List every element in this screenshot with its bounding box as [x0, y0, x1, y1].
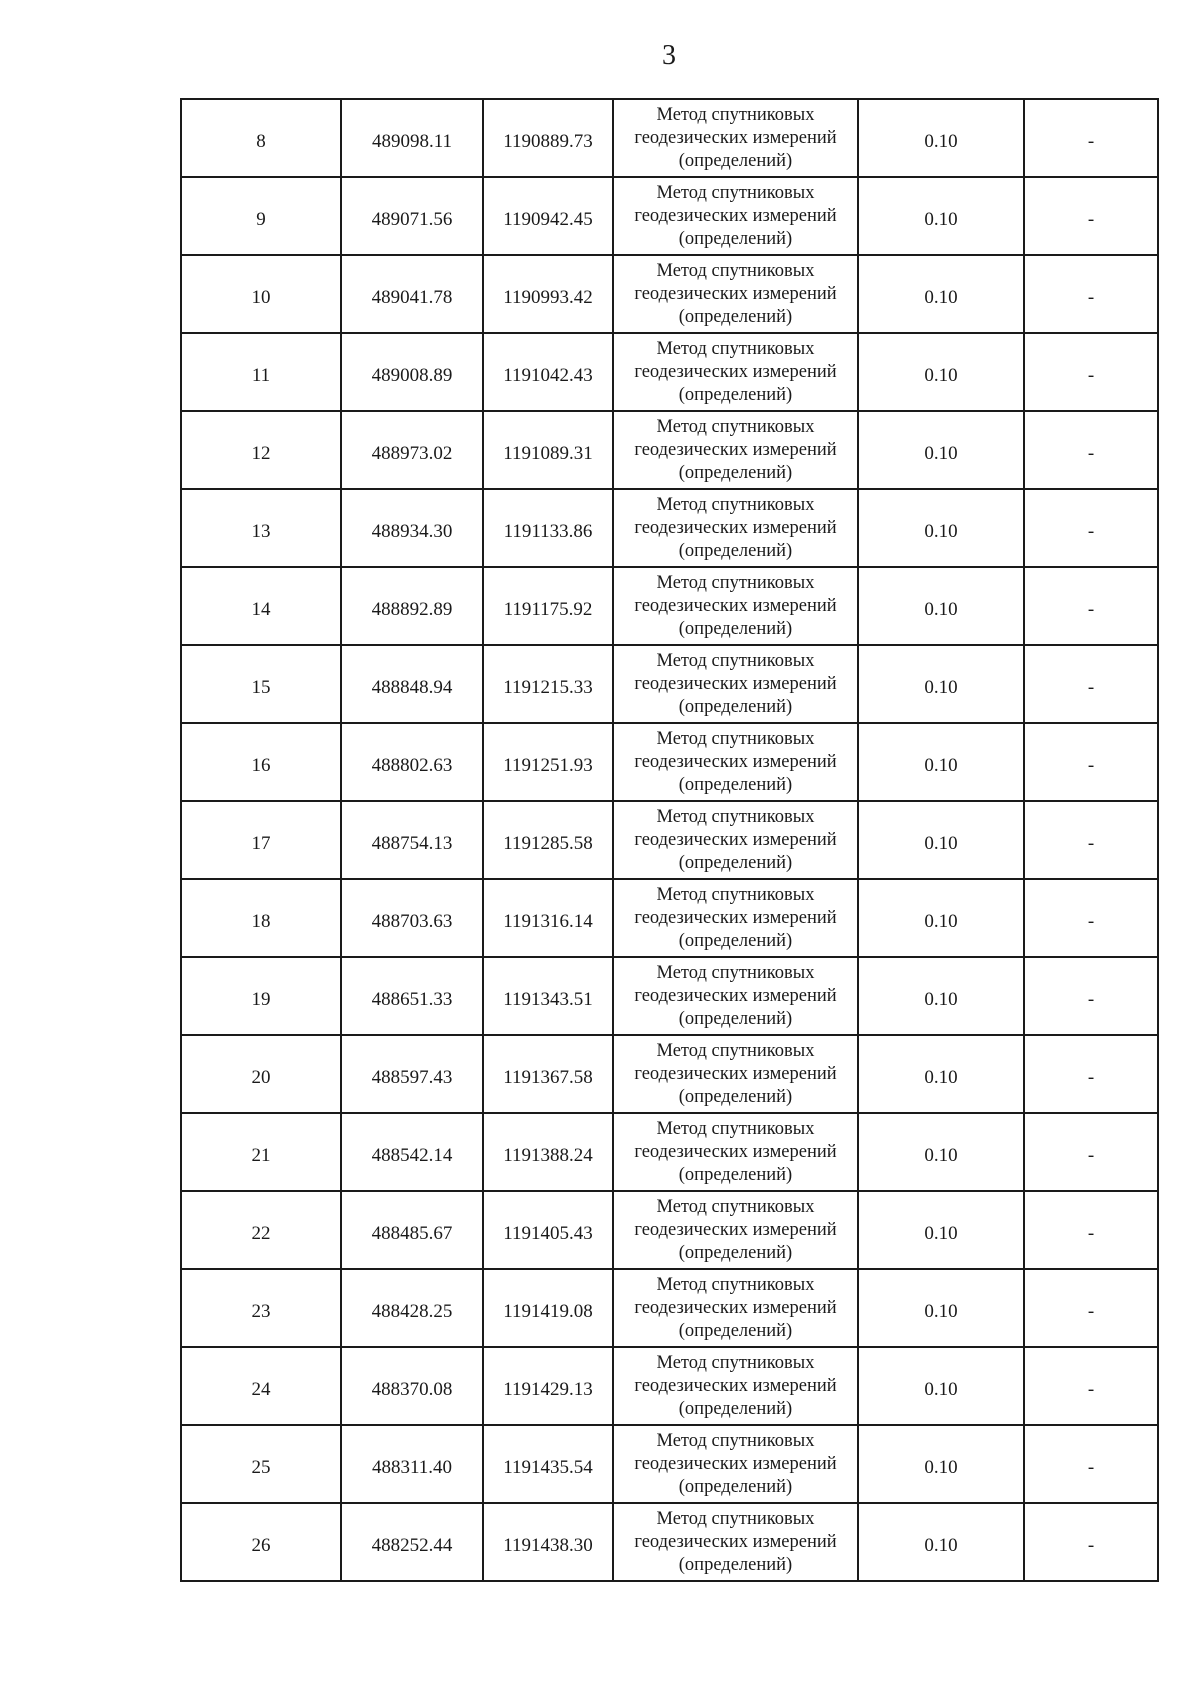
table-row [181, 1425, 1158, 1503]
x-coordinate-cell: 488370.08 [341, 1347, 483, 1425]
table-row [181, 645, 1158, 723]
table-row [181, 1035, 1158, 1113]
description-cell: - [1024, 1269, 1158, 1347]
y-coordinate-cell: 1191367.58 [483, 1035, 613, 1113]
point-number-cell: 10 [181, 255, 341, 333]
y-coordinate-cell: 1191285.58 [483, 801, 613, 879]
accuracy-cell: 0.10 [858, 879, 1024, 957]
table-row [181, 1503, 1158, 1581]
point-number-cell: 17 [181, 801, 341, 879]
point-number-cell: 15 [181, 645, 341, 723]
point-number-cell: 21 [181, 1113, 341, 1191]
x-coordinate-cell: 488848.94 [341, 645, 483, 723]
x-coordinate-cell: 488428.25 [341, 1269, 483, 1347]
x-coordinate-cell: 489041.78 [341, 255, 483, 333]
accuracy-cell: 0.10 [858, 1503, 1024, 1581]
table-row [181, 723, 1158, 801]
method-cell: Метод спутниковых геодезических измерений (определений) [613, 645, 858, 723]
table-row [181, 99, 1158, 177]
point-number-cell: 20 [181, 1035, 341, 1113]
point-number-cell: 8 [181, 99, 341, 177]
method-cell: Метод спутниковых геодезических измерений (определений) [613, 411, 858, 489]
description-cell: - [1024, 801, 1158, 879]
accuracy-cell: 0.10 [858, 567, 1024, 645]
point-number-cell: 24 [181, 1347, 341, 1425]
method-cell: Метод спутниковых геодезических измерений (определений) [613, 567, 858, 645]
description-cell: - [1024, 723, 1158, 801]
x-coordinate-cell: 488485.67 [341, 1191, 483, 1269]
method-cell: Метод спутниковых геодезических измерений (определений) [613, 801, 858, 879]
method-cell: Метод спутниковых геодезических измерений (определений) [613, 255, 858, 333]
table-row [181, 255, 1158, 333]
accuracy-cell: 0.10 [858, 255, 1024, 333]
method-cell: Метод спутниковых геодезических измерений (определений) [613, 957, 858, 1035]
x-coordinate-cell: 488703.63 [341, 879, 483, 957]
point-number-cell: 13 [181, 489, 341, 567]
x-coordinate-cell: 488892.89 [341, 567, 483, 645]
method-cell: Метод спутниковых геодезических измерений (определений) [613, 489, 858, 567]
description-cell: - [1024, 411, 1158, 489]
table-row [181, 801, 1158, 879]
method-cell: Метод спутниковых геодезических измерений (определений) [613, 177, 858, 255]
table-row [181, 1191, 1158, 1269]
method-cell: Метод спутниковых геодезических измерений (определений) [613, 99, 858, 177]
method-cell: Метод спутниковых геодезических измерений (определений) [613, 1425, 858, 1503]
y-coordinate-cell: 1190889.73 [483, 99, 613, 177]
method-cell: Метод спутниковых геодезических измерений (определений) [613, 879, 858, 957]
y-coordinate-cell: 1191133.86 [483, 489, 613, 567]
table-row [181, 1347, 1158, 1425]
y-coordinate-cell: 1191419.08 [483, 1269, 613, 1347]
point-number-cell: 22 [181, 1191, 341, 1269]
point-number-cell: 12 [181, 411, 341, 489]
description-cell: - [1024, 1113, 1158, 1191]
table-row [181, 411, 1158, 489]
description-cell: - [1024, 177, 1158, 255]
accuracy-cell: 0.10 [858, 723, 1024, 801]
x-coordinate-cell: 489071.56 [341, 177, 483, 255]
description-cell: - [1024, 1425, 1158, 1503]
point-number-cell: 14 [181, 567, 341, 645]
point-number-cell: 26 [181, 1503, 341, 1581]
x-coordinate-cell: 488754.13 [341, 801, 483, 879]
description-cell: - [1024, 879, 1158, 957]
y-coordinate-cell: 1190942.45 [483, 177, 613, 255]
accuracy-cell: 0.10 [858, 1347, 1024, 1425]
accuracy-cell: 0.10 [858, 957, 1024, 1035]
x-coordinate-cell: 489098.11 [341, 99, 483, 177]
accuracy-cell: 0.10 [858, 1113, 1024, 1191]
coordinates-table [180, 98, 1159, 1582]
y-coordinate-cell: 1191435.54 [483, 1425, 613, 1503]
y-coordinate-cell: 1191316.14 [483, 879, 613, 957]
description-cell: - [1024, 1347, 1158, 1425]
point-number-cell: 23 [181, 1269, 341, 1347]
description-cell: - [1024, 333, 1158, 411]
method-cell: Метод спутниковых геодезических измерений (определений) [613, 1191, 858, 1269]
y-coordinate-cell: 1191438.30 [483, 1503, 613, 1581]
y-coordinate-cell: 1191042.43 [483, 333, 613, 411]
y-coordinate-cell: 1191405.43 [483, 1191, 613, 1269]
table-row [181, 489, 1158, 567]
page-number-text: 3 [662, 40, 676, 71]
accuracy-cell: 0.10 [858, 99, 1024, 177]
description-cell: - [1024, 99, 1158, 177]
accuracy-cell: 0.10 [858, 645, 1024, 723]
accuracy-cell: 0.10 [858, 1425, 1024, 1503]
method-cell: Метод спутниковых геодезических измерений (определений) [613, 1113, 858, 1191]
accuracy-cell: 0.10 [858, 411, 1024, 489]
description-cell: - [1024, 489, 1158, 567]
description-cell: - [1024, 1503, 1158, 1581]
point-number-cell: 19 [181, 957, 341, 1035]
description-cell: - [1024, 1191, 1158, 1269]
description-cell: - [1024, 1035, 1158, 1113]
x-coordinate-cell: 489008.89 [341, 333, 483, 411]
point-number-cell: 25 [181, 1425, 341, 1503]
y-coordinate-cell: 1191215.33 [483, 645, 613, 723]
table-row [181, 957, 1158, 1035]
description-cell: - [1024, 255, 1158, 333]
accuracy-cell: 0.10 [858, 177, 1024, 255]
x-coordinate-cell: 488542.14 [341, 1113, 483, 1191]
x-coordinate-cell: 488934.30 [341, 489, 483, 567]
y-coordinate-cell: 1190993.42 [483, 255, 613, 333]
accuracy-cell: 0.10 [858, 1191, 1024, 1269]
x-coordinate-cell: 488311.40 [341, 1425, 483, 1503]
accuracy-cell: 0.10 [858, 489, 1024, 567]
method-cell: Метод спутниковых геодезических измерений (определений) [613, 1035, 858, 1113]
y-coordinate-cell: 1191343.51 [483, 957, 613, 1035]
x-coordinate-cell: 488973.02 [341, 411, 483, 489]
description-cell: - [1024, 567, 1158, 645]
table-row [181, 333, 1158, 411]
x-coordinate-cell: 488651.33 [341, 957, 483, 1035]
y-coordinate-cell: 1191388.24 [483, 1113, 613, 1191]
y-coordinate-cell: 1191251.93 [483, 723, 613, 801]
method-cell: Метод спутниковых геодезических измерений (определений) [613, 1347, 858, 1425]
table-row [181, 879, 1158, 957]
accuracy-cell: 0.10 [858, 333, 1024, 411]
y-coordinate-cell: 1191089.31 [483, 411, 613, 489]
method-cell: Метод спутниковых геодезических измерений (определений) [613, 333, 858, 411]
y-coordinate-cell: 1191429.13 [483, 1347, 613, 1425]
accuracy-cell: 0.10 [858, 1269, 1024, 1347]
point-number-cell: 11 [181, 333, 341, 411]
table-row [181, 1269, 1158, 1347]
y-coordinate-cell: 1191175.92 [483, 567, 613, 645]
table-row [181, 177, 1158, 255]
table-row [181, 1113, 1158, 1191]
accuracy-cell: 0.10 [858, 801, 1024, 879]
table-row [181, 567, 1158, 645]
x-coordinate-cell: 488597.43 [341, 1035, 483, 1113]
x-coordinate-cell: 488802.63 [341, 723, 483, 801]
description-cell: - [1024, 645, 1158, 723]
description-cell: - [1024, 957, 1158, 1035]
coordinates-table-body [181, 99, 1158, 1581]
method-cell: Метод спутниковых геодезических измерений (определений) [613, 1503, 858, 1581]
point-number-cell: 16 [181, 723, 341, 801]
method-cell: Метод спутниковых геодезических измерений (определений) [613, 723, 858, 801]
x-coordinate-cell: 488252.44 [341, 1503, 483, 1581]
accuracy-cell: 0.10 [858, 1035, 1024, 1113]
point-number-cell: 9 [181, 177, 341, 255]
point-number-cell: 18 [181, 879, 341, 957]
method-cell: Метод спутниковых геодезических измерений (определений) [613, 1269, 858, 1347]
